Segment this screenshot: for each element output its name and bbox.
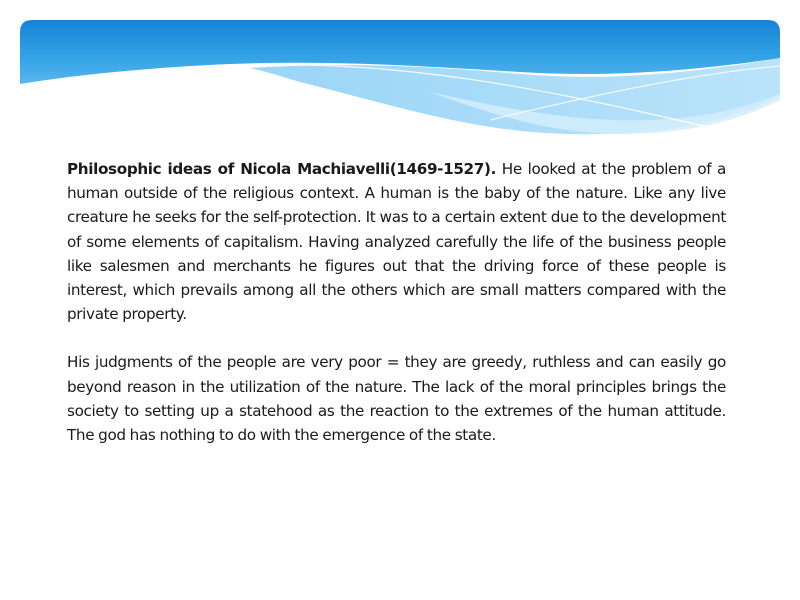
paragraph-1 [67, 157, 726, 326]
paragraph-1-lead: Philosophic ideas of Nicola Machiavelli(1469-1527). [67, 160, 497, 178]
wave-header-decoration [0, 0, 800, 150]
text-body [67, 157, 726, 447]
paragraph-2 [67, 350, 726, 447]
paragraph-2-body: His judgments of the people are very poor = they are greedy, ruthless and can easily go beyond reason in the utilization of the nature. The lack of the moral principles brings the society to setting up a statehood as the reaction to the extremes of the human attitude. The god has nothing to do with the emergence of the state. [67, 353, 726, 445]
paragraph-1-body: He looked at the problem of a human outside of the religious context. A human is the baby of the nature. Like any live creature he seeks for the self-protection. It was to a certain extent due to the development of some elements of capitalism. Having analyzed carefully the life of the business people like salesmen and merchants he figures out that the driving force of these people is interest, which prevails among all the others which are small matters compared with the private property. [67, 160, 726, 324]
